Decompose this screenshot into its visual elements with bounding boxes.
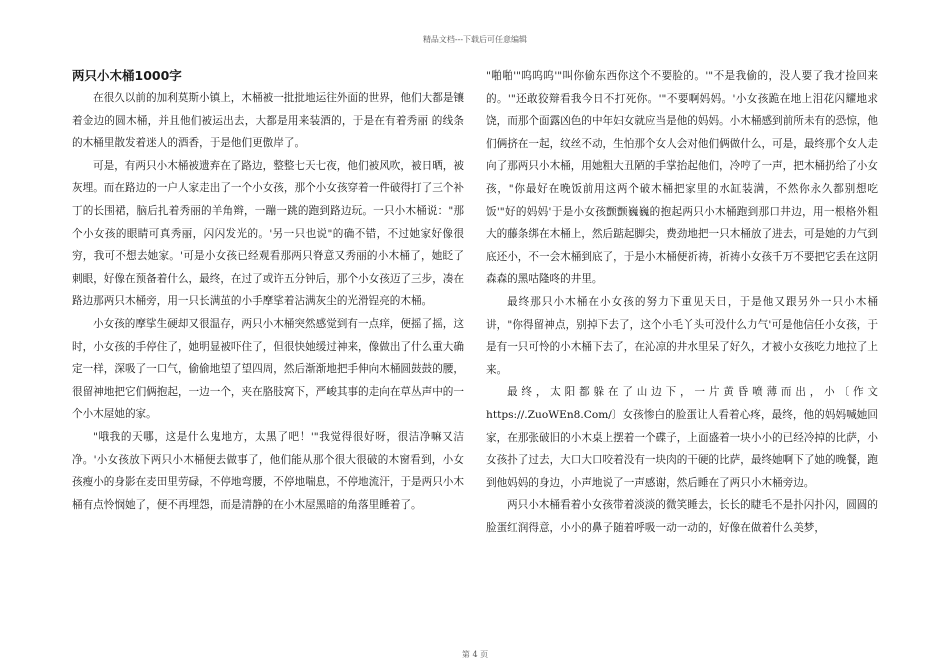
page-header: 精品文档---下载后可任意编辑	[422, 35, 528, 44]
article-title: 两只小木桶1000字	[72, 68, 182, 83]
paragraph: 小女孩的摩挲生硬却又很温存，两只小木桶突然感觉到有一点痒，便摇了摇，这时，小女孩的手停住了，她明显被吓住了，但很快她缓过神来，像做出了什么重大确定一样，深吸了一口气，偷偷地望了望四周，然后渐渐地把手伸向木桶圆鼓鼓的腰，很留神地把它们俩抱起，一边一个，夹在胳肢窝下，严峻其事的走向在草丛声中的一个小木屋她的家。	[72, 317, 464, 421]
paragraph: 在很久以前的加利莫斯小镇上，木桶被一批批地运往外面的世界，他们大都是镶着金边的圆木桶，并且他们被运出去，大都是用来装酒的，于是在有着秀丽 的线条的木桶里散发着迷人的酒香，于是他们更傲岸了。	[72, 92, 464, 150]
page-number: 第 4 页	[461, 650, 489, 659]
paragraph: 两只小木桶看着小女孩带着淡淡的微笑睡去，长长的睫毛不是扑闪扑闪，圆圆的脸蛋红润得意，小小的鼻子随着呼吸一动一动的，好像在做着什么美梦，	[486, 499, 878, 534]
paragraph: "哦我的天哪，这是什么鬼地方，太黑了吧！'"我觉得很好呀，很洁净嘛又洁净。'小女孩放下两只小木桶便去做事了，他们能从那个很大很破的木窗看到，小女孩瘦小的身影在麦田里劳碌，不停地弯腰，不停地喘息，不停地流汗，于是两只小木桶有点怜悯她了，便不再埋怨，而是清静的在小木屋黑暗的角落里睡着了。	[72, 430, 464, 511]
paragraph: 可是，有两只小木桶被遗弃在了路边，整整七天七夜，他们被风吹，被日晒，被灰埋。而在路边的一户人家走出了一个小女孩，那个小女孩穿着一件破得打了三个补丁的长围裙，脑后扎着秀丽的羊角辫，一蹦一跳的跑到路边玩。一只小木桶说："那个小女孩的眼睛可真秀丽，闪闪发光的。'另一只也说"的确不错，不过她家好像很穷，我可不想去她家。'可是小女孩已经观看那两只脊意又秀丽的小木桶了，她眨了刺眼，好像在预备着什么，最终，在过了或许五分钟后，那个小女孩迈了三步，凑在路边那两只木桶旁，用一只长满茧的小手摩挲着沾满灰尘的光滑锃亮的木桶。	[72, 159, 464, 308]
paragraph: "啪啪'"呜呜呜'"叫你偷东西你这个不要脸的。'"不是我偷的，没人要了我才捡回来的。'"还敢狡辩看我今日不打死你。'"不要啊妈妈。'小女孩跪在地上泪花闪耀地求饶，而那个面露凶色的中年妇女就应当是他的妈妈。小木桶感到前所未有的恐惊，他们俩挤在一起，纹丝不动，生怕那个女人会对他们俩做什么，可是，最终那个女人走向了那两只小木桶，用她粗大丑陋的手掌抬起他们，冷哼了一声，把木桶扔给了小女孩，"你最好在晚饭前用这两个破木桶把家里的水缸装满，不然你永久都别想吃饭'"好的妈妈'于是小女孩颤颤巍巍的抱起两只小木桶跑到那口井边，用一根格外粗大的藤条绑在木桶上，然后踮起脚尖，费劲地把一只木桶放了进去，可是她的力气到底还小，不一会木桶到底了，于是小木桶便祈祷，祈祷小女孩千万不要把它丢在这阴森森的黑咕隆咚的井里。	[486, 70, 878, 286]
left-column	[72, 65, 464, 516]
paragraph: 最终，太阳都躲在了山边下，一片黄昏喷薄而出，小〔作文https://.ZuoWEn8.Com/〕女孩惨白的脸蛋让人看着心疼，最终，他的妈妈喊她回家，在那张破旧的小木桌上摆着一个碟子，上面盛着一块小小的已经冷掉的比萨，小女孩扑了过去，大口大口咬着没有一块肉的干硬的比萨，最终她啊下了她的晚餐，跑到他妈妈的身边，小声地说了一声感谢，然后睡在了两只小木桶旁边。	[486, 386, 878, 489]
right-column	[486, 65, 878, 539]
paragraph: 最终那只小木桶在小女孩的努力下重见天日，于是他又跟另外一只小木桶讲，"你得留神点，别掉下去了，这个小毛丫头可没什么力气'可是他信任小女孩，于是有一只可怜的小木桶下去了，在沁凉的井水里呆了好久，才被小女孩吃力地拉了上来。	[486, 295, 878, 376]
